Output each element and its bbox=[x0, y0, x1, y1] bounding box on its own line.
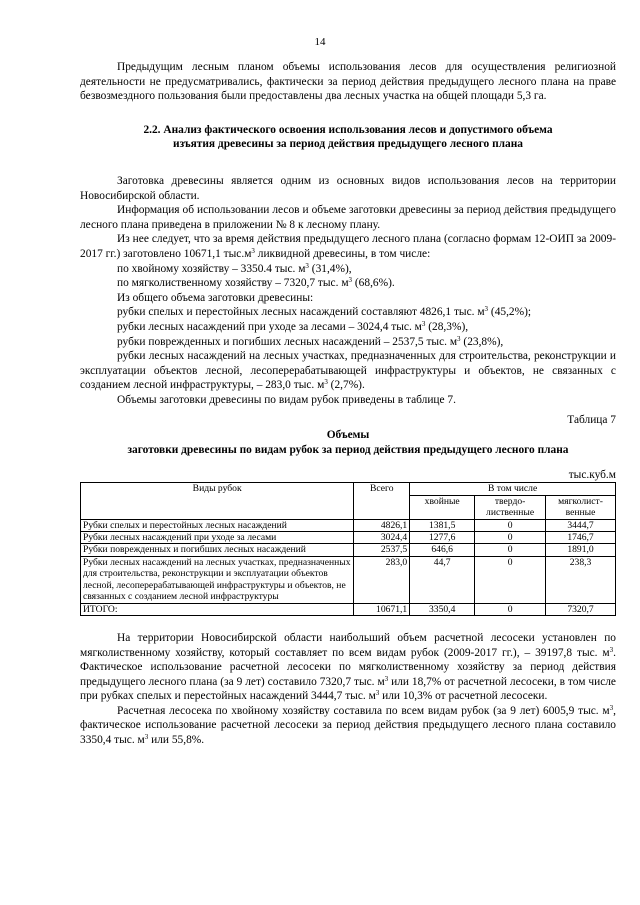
list-item bbox=[80, 349, 616, 393]
list-item-text: рубки лесных насаждений при уходе за лесами – 3024,4 тыс. м bbox=[117, 320, 422, 333]
paragraph-harvest-intro: Заготовка древесины является одним из основных видов использования лесов на территории Новосибирской области. bbox=[80, 174, 616, 202]
cell-type: Рубки лесных насаждений при уходе за лесами bbox=[81, 532, 354, 544]
cell-total: 2537,5 bbox=[354, 544, 410, 556]
list-item-tail: (31,4%), bbox=[308, 262, 352, 275]
paragraph-coniferous-allowable-cut bbox=[80, 704, 616, 748]
cell-coniferous: 646,6 bbox=[410, 544, 475, 556]
table-row bbox=[81, 544, 616, 556]
cube-superscript: 3 bbox=[144, 733, 149, 742]
harvest-total-tail: ликвидной древесины, в том числе: bbox=[254, 247, 431, 260]
section-heading-line1: 2.2. Анализ фактического освоения использования лесов и допустимого объема bbox=[143, 123, 553, 136]
paragraph-religious: Предыдущим лесным планом объемы использования лесов для осуществления религиозной деятельности не предусматривались, фактически за период действия предыдущего лесного плана на праве безвозмездного пользования были предоставлены два лесных участка на общей площади 5,3 га. bbox=[80, 61, 616, 103]
table-row bbox=[81, 556, 616, 603]
table-header-row bbox=[81, 483, 616, 495]
text-segment: . Фактическое использование расчетной лесосеки по мягколиственному хозяйству за период действия предыдущего лесного плана (за 9 лет) составило 7320,7 тыс. м bbox=[80, 646, 616, 688]
cell-hardwood: 0 bbox=[475, 532, 546, 544]
cube-superscript: 3 bbox=[348, 276, 353, 285]
page-number: 14 bbox=[314, 36, 326, 48]
cell-softwood: 238,3 bbox=[546, 556, 616, 603]
section-heading bbox=[80, 123, 616, 152]
cell-total: 4826,1 bbox=[354, 519, 410, 531]
harvest-total-text: Из нее следует, что за время действия предыдущего лесного плана (согласно формам 12-ОИП за 2009-2017 гг.) заготовлено 10671,1 тыс.м bbox=[80, 233, 616, 260]
cube-superscript: 3 bbox=[484, 305, 489, 314]
cell-type: Рубки спелых и перестойных лесных насаждений bbox=[81, 519, 354, 531]
text-segment: , фактическое использование расчетной лесосеки за период действия предыдущего лесного плана составило 3350,4 тыс. м bbox=[80, 704, 616, 747]
table-subtitle: заготовки древесины по видам рубок за период действия предыдущего лесного плана bbox=[127, 443, 569, 456]
header-cell-including: В том числе bbox=[410, 483, 616, 495]
list-item bbox=[80, 305, 616, 320]
cell-type: Рубки лесных насаждений на лесных участках, предназначенных для строительства, реконструкции и эксплуатации объектов лесной, лесоперерабатывающей инфраструктуры и объектов, не связанных с созданием лесной инфраструктуры bbox=[81, 556, 354, 603]
list-item-tail: (23,8%), bbox=[460, 335, 504, 348]
cube-superscript: 3 bbox=[251, 246, 255, 255]
header-cell-total: Всего bbox=[354, 483, 410, 519]
table-label: Таблица 7 bbox=[567, 414, 616, 427]
text-segment: Расчетная лесосека по хвойному хозяйству составила по всем видам рубок (за 9 лет) 6005,9 тыс. м bbox=[117, 704, 610, 717]
list-item-tail: (2,7%). bbox=[327, 379, 365, 392]
header-cell-coniferous: хвойные bbox=[410, 495, 475, 519]
cell-coniferous: 3350,4 bbox=[410, 603, 475, 615]
list-item-text: рубки спелых и перестойных лесных насаждений составляют 4826,1 тыс. м bbox=[117, 306, 485, 319]
list-item-text: рубки лесных насаждений на лесных участках, предназначенных для строительства, реконструкции и эксплуатации объектов лесной, лесоперерабатывающей инфраструктуры и объектов, не связанных с созданием лесной инфраструктуры, – 283,0 тыс. м bbox=[80, 350, 616, 392]
list-item-text: по хвойному хозяйству – 3350.4 тыс. м bbox=[117, 262, 306, 275]
header-cell-softwood: мягколист-венные bbox=[546, 495, 616, 519]
cube-superscript: 3 bbox=[609, 645, 614, 654]
cell-coniferous: 1381,5 bbox=[410, 519, 475, 531]
cell-type: Рубки поврежденных и погибших лесных насаждений bbox=[81, 544, 354, 556]
cell-hardwood: 0 bbox=[475, 556, 546, 603]
table-total-row bbox=[81, 603, 616, 615]
list-item-text: рубки поврежденных и погибших лесных насаждений – 2537,5 тыс. м bbox=[117, 335, 458, 348]
table-units: тыс.куб.м bbox=[568, 469, 616, 482]
table-row bbox=[81, 532, 616, 544]
cell-softwood: 1891,0 bbox=[546, 544, 616, 556]
list-item bbox=[80, 276, 616, 291]
list-item bbox=[80, 320, 616, 335]
list-item bbox=[80, 262, 616, 277]
cell-softwood: 3444,7 bbox=[546, 519, 616, 531]
cube-superscript: 3 bbox=[324, 378, 328, 387]
cell-coniferous: 1277,6 bbox=[410, 532, 475, 544]
list-item bbox=[80, 335, 616, 350]
cube-superscript: 3 bbox=[384, 674, 389, 683]
cell-total: 3024,4 bbox=[354, 532, 410, 544]
paragraph-harvest-total bbox=[80, 232, 616, 261]
cell-hardwood: 0 bbox=[475, 544, 546, 556]
harvest-table bbox=[80, 482, 616, 616]
text-segment: или 10,3% от расчетной лесосеки. bbox=[379, 690, 548, 703]
text-segment: На территории Новосибирской области наибольший объем расчетной лесосеки установлен по мягколиственному хозяйству, который составляет по всем видам рубок (2009-2017 гг.), – 39197,8 тыс. м bbox=[80, 631, 616, 659]
table-row bbox=[81, 519, 616, 531]
table-title: Объемы bbox=[326, 429, 370, 442]
cell-softwood: 1746,7 bbox=[546, 532, 616, 544]
list-item-tail: (68,6%). bbox=[352, 277, 395, 290]
cell-coniferous: 44,7 bbox=[410, 556, 475, 603]
list-item-tail: (28,3%), bbox=[425, 320, 469, 333]
list-heading: Из общего объема заготовки древесины: bbox=[117, 291, 314, 304]
cell-hardwood: 0 bbox=[475, 603, 546, 615]
paragraph-table-reference: Объемы заготовки древесины по видам рубок приведены в таблице 7. bbox=[117, 393, 456, 406]
cell-total: 10671,1 bbox=[354, 603, 410, 615]
text-segment: или 55,8%. bbox=[148, 734, 205, 747]
text-segment: или 18,7% от расчетной лесосеки, в том числе при рубках спелых и перестойных насаждений 3444,7 тыс. м bbox=[80, 675, 616, 703]
list-item-text: по мягколиственному хозяйству – 7320,7 тыс. м bbox=[117, 277, 349, 290]
paragraph-harvest-info: Информация об использовании лесов и объеме заготовки древесины за период действия предыдущего лесного плана приведена в приложении № 8 к лесному плану. bbox=[80, 204, 616, 231]
cell-softwood: 7320,7 bbox=[546, 603, 616, 615]
header-cell-hardwood: твердо-лиственные bbox=[475, 495, 546, 519]
header-cell-type: Виды рубок bbox=[81, 483, 354, 519]
list-item-tail: (45,2%); bbox=[488, 306, 532, 319]
section-heading-line2: изъятия древесины за период действия предыдущего лесного плана bbox=[173, 138, 523, 151]
cube-superscript: 3 bbox=[375, 689, 380, 698]
cube-superscript: 3 bbox=[609, 703, 614, 712]
cube-superscript: 3 bbox=[457, 334, 461, 343]
cell-total: 283,0 bbox=[354, 556, 410, 603]
cell-type: ИТОГО: bbox=[81, 603, 354, 615]
document-body bbox=[80, 60, 616, 748]
cube-superscript: 3 bbox=[305, 261, 309, 270]
paragraph-softwood-allowable-cut bbox=[80, 631, 616, 704]
cell-hardwood: 0 bbox=[475, 519, 546, 531]
cube-superscript: 3 bbox=[421, 319, 426, 328]
